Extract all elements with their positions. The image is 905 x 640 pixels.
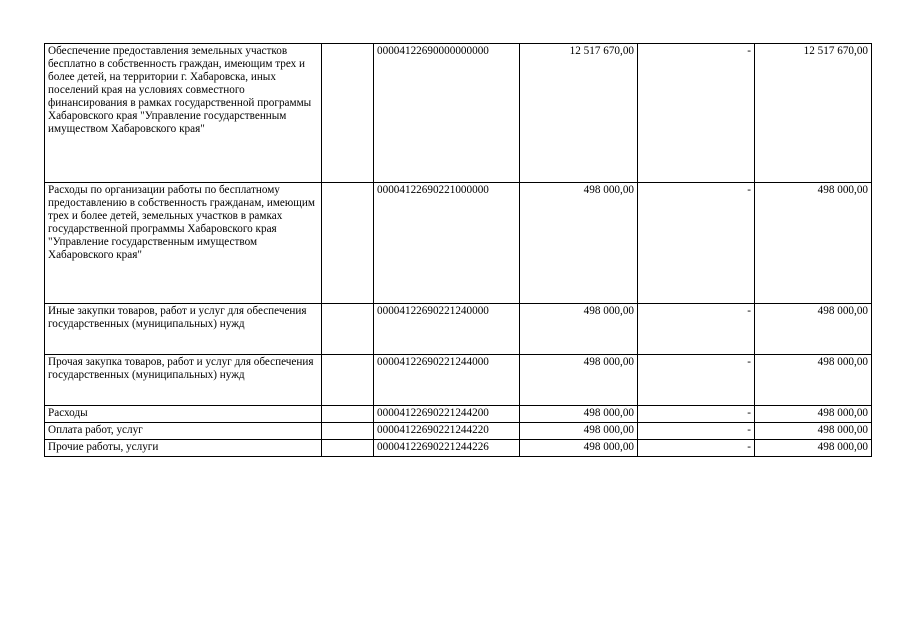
table-row — [45, 44, 872, 183]
table-row — [45, 406, 872, 423]
row-line-code — [322, 44, 374, 183]
row-budget-code: 00004122690221244226 — [374, 440, 520, 457]
row-budget-code: 00004122690221244200 — [374, 406, 520, 423]
row-remaining-amount: 498 000,00 — [755, 423, 872, 440]
row-executed-amount: - — [638, 304, 755, 355]
row-line-code — [322, 183, 374, 304]
row-budget-code: 00004122690221244000 — [374, 355, 520, 406]
row-executed-amount: - — [638, 423, 755, 440]
row-executed-amount: - — [638, 406, 755, 423]
row-line-code — [322, 355, 374, 406]
row-approved-amount: 498 000,00 — [520, 355, 638, 406]
row-name: Прочая закупка товаров, работ и услуг для обеспечения государственных (муниципальных) нужд — [45, 355, 322, 406]
row-name: Расходы — [45, 406, 322, 423]
row-line-code — [322, 406, 374, 423]
row-name: Расходы по организации работы по бесплатному предоставлению в собственность гражданам, имеющим трех и более детей, земельных участков в рамках государственной программы Хабаровского края "Управление государственным имуществом Хабаровского края" — [45, 183, 322, 304]
row-executed-amount: - — [638, 355, 755, 406]
row-approved-amount: 498 000,00 — [520, 440, 638, 457]
row-executed-amount: - — [638, 44, 755, 183]
row-remaining-amount: 12 517 670,00 — [755, 44, 872, 183]
table-row — [45, 183, 872, 304]
table-row — [45, 440, 872, 457]
row-budget-code: 00004122690221244220 — [374, 423, 520, 440]
row-approved-amount: 498 000,00 — [520, 183, 638, 304]
row-line-code — [322, 440, 374, 457]
row-budget-code: 00004122690221240000 — [374, 304, 520, 355]
row-approved-amount: 498 000,00 — [520, 406, 638, 423]
table-row — [45, 423, 872, 440]
row-remaining-amount: 498 000,00 — [755, 304, 872, 355]
row-remaining-amount: 498 000,00 — [755, 440, 872, 457]
row-budget-code: 00004122690000000000 — [374, 44, 520, 183]
budget-execution-table — [44, 43, 872, 457]
table-row — [45, 304, 872, 355]
row-budget-code: 00004122690221000000 — [374, 183, 520, 304]
row-executed-amount: - — [638, 183, 755, 304]
row-executed-amount: - — [638, 440, 755, 457]
table-row — [45, 355, 872, 406]
row-approved-amount: 12 517 670,00 — [520, 44, 638, 183]
row-approved-amount: 498 000,00 — [520, 304, 638, 355]
row-approved-amount: 498 000,00 — [520, 423, 638, 440]
budget-execution-table-page — [44, 43, 872, 457]
row-name: Оплата работ, услуг — [45, 423, 322, 440]
row-name: Иные закупки товаров, работ и услуг для обеспечения государственных (муниципальных) нужд — [45, 304, 322, 355]
row-line-code — [322, 304, 374, 355]
row-remaining-amount: 498 000,00 — [755, 183, 872, 304]
row-remaining-amount: 498 000,00 — [755, 355, 872, 406]
row-remaining-amount: 498 000,00 — [755, 406, 872, 423]
row-name: Прочие работы, услуги — [45, 440, 322, 457]
row-line-code — [322, 423, 374, 440]
row-name: Обеспечение предоставления земельных участков бесплатно в собственность граждан, имеющим трех и более детей, на территории г. Хабаровска, иных поселений края на условиях совместного финансирования в рамках государственной программы Хабаровского края "Управление государственным имуществом Хабаровского края" — [45, 44, 322, 183]
